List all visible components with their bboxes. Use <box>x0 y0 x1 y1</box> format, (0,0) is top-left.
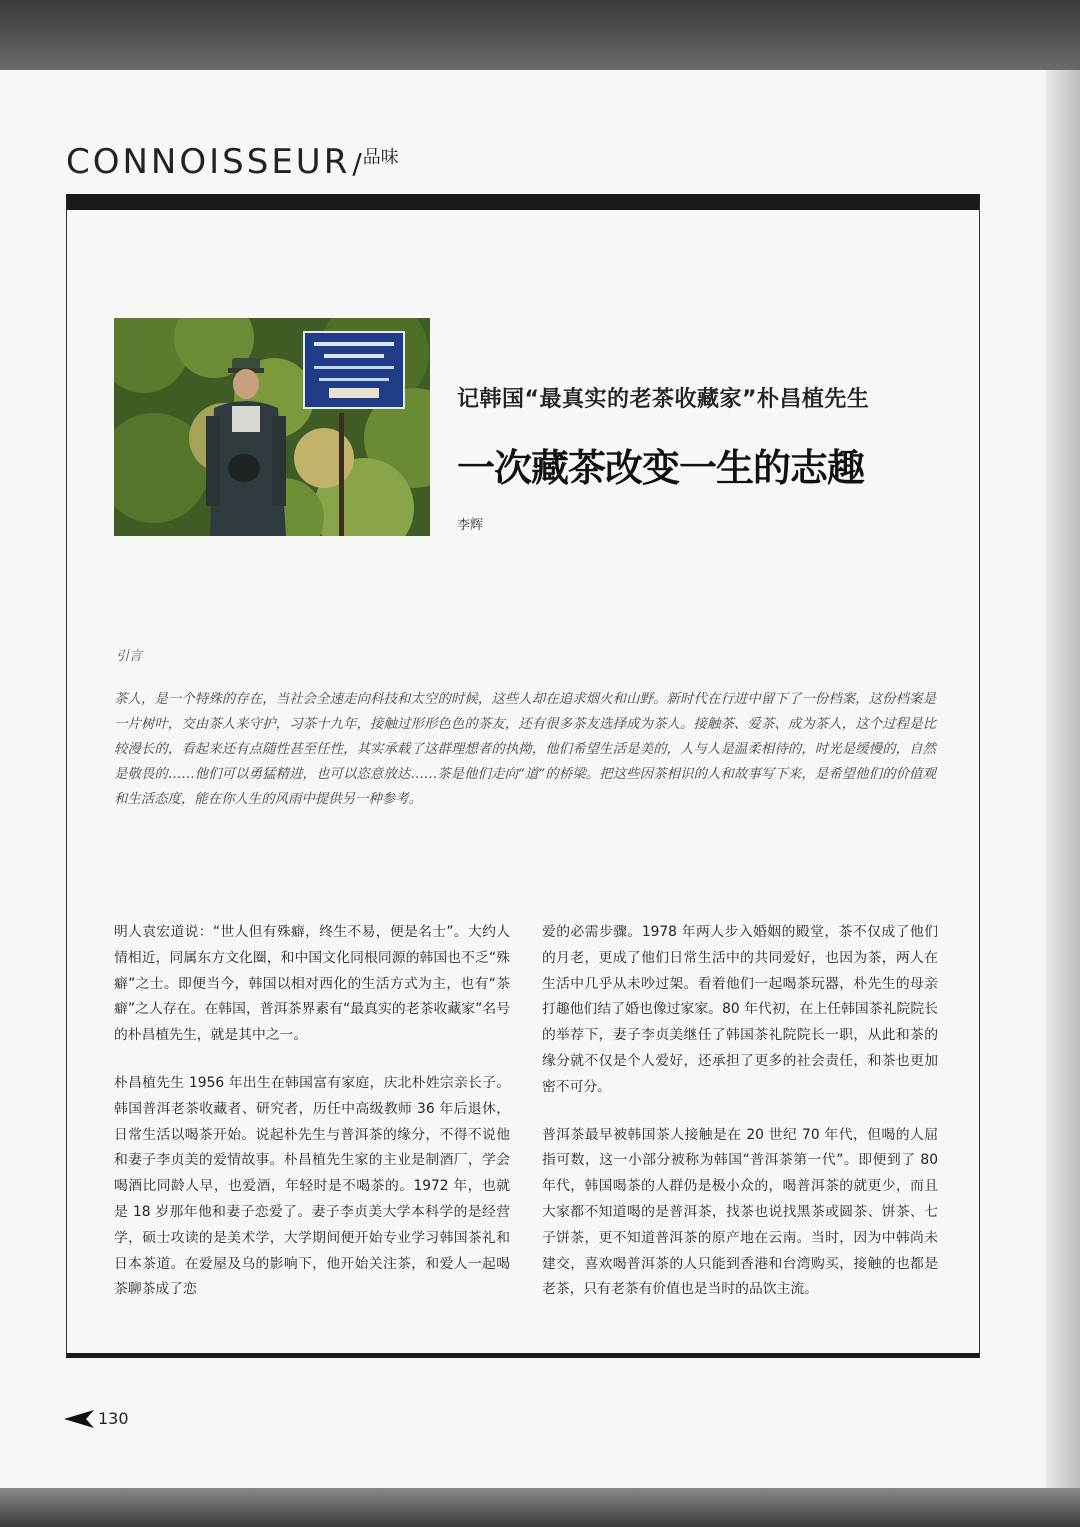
intro-text: 茶人，是一个特殊的存在，当社会全速走向科技和太空的时候，这些人却在追求烟火和山野。新时代在行进中留下了一份档案，这份档案是一片树叶，交由茶人来守护，习茶十九年，接触过形形色色的茶友，还有很多茶友选择成为茶人。接触茶、爱茶、成为茶人，这个过程是比较漫长的，看起来还有点随性甚至任性，其实承载了这群理想者的执拗，他们希望生活是美的，人与人是温柔相待的，时光是缓慢的，自然是敬畏的……他们可以勇猛精进，也可以恣意放达……茶是他们走向“道”的桥梁。把这些因茶相识的人和故事写下来，是希望他们的价值观和生活态度，能在你人生的风雨中提供另一种参考。 <box>114 692 936 807</box>
photo-man-with-sign <box>114 318 430 536</box>
body-paragraph: 明人袁宏道说：“世人但有殊癖，终生不易，便是名士”。大约人情相近，同属东方文化圈，和中国文化同根同源的韩国也不乏“殊癖”之士。即便当今，韩国以相对西化的生活方式为主，也有“茶癖”之人存在。在韩国，普洱茶界素有“最真实的老茶收藏家”名号的朴昌植先生，就是其中之一。 <box>114 924 510 1044</box>
body-paragraph: 普洱茶最早被韩国茶人接触是在 20 世纪 70 年代，但喝的人屈指可数，这一小部分被称为韩国“普洱茶第一代”。即便到了 80 年代，韩国喝茶的人群仍是极小众的，喝普洱茶的就更少，而且大家都不知道喝的是普洱茶，找茶也说找黑茶或圆茶、饼茶、七子饼茶，更不知道普洱茶的原产地在云南。当时，因为中韩尚未建交，喜欢喝普洱茶的人只能到香港和台湾购买，接触的也都是老茶，只有老茶有价值也是当时的品饮主流。 <box>542 1126 938 1298</box>
body-column-left <box>114 920 510 1325</box>
body-paragraph: 朴昌植先生 1956 年出生在韩国富有家庭，庆北朴姓宗亲长子。韩国普洱老茶收藏者、研究者，历任中高级教师 36 年后退休，日常生活以喝茶开始。说起朴先生与普洱茶的缘分，不得不说他和妻子李贞美的爱情故事。朴昌植先生家的主业是制酒厂，学会喝酒比同龄人早，也爱酒，年轻时是不喝茶的。1972 年，也就是 18 岁那年他和妻子恋爱了。妻子李贞美大学本科学的是经营学，硕士攻读的是美术学，大学期间便开始专业学习韩国茶礼和日本茶道。在爱屋及乌的影响下，他开始关注茶，和爱人一起喝茶聊茶成了恋 <box>114 1074 510 1298</box>
section-header <box>66 142 399 186</box>
article-subtitle: 记韩国“最真实的老茶收藏家”朴昌植先生 <box>457 387 870 412</box>
body-column-right <box>542 920 938 1325</box>
scan-top-edge <box>0 0 1080 70</box>
page-number-footer <box>64 1408 129 1432</box>
page-number: 130 <box>98 1409 129 1428</box>
article-author: 李辉 <box>457 518 484 533</box>
section-name-cn: 品味 <box>362 147 399 168</box>
section-name-en: CONNOISSEUR <box>66 142 351 182</box>
scan-bottom-edge <box>0 1488 1080 1527</box>
arrow-left-icon <box>64 1410 94 1428</box>
article-photo <box>114 318 430 536</box>
article-title: 一次藏茶改变一生的志趣 <box>457 446 865 490</box>
body-paragraph: 爱的必需步骤。1978 年两人步入婚姻的殿堂，茶不仅成了他们的月老，更成了他们日常生活中的共同爱好，也因为茶，两人在生活中几乎从未吵过架。看着他们一起喝茶玩器，朴先生的母亲打趣他们结了婚也像过家家。80 年代初，在上任韩国茶礼院院长的举荐下，妻子李贞美继任了韩国茶礼院院长一职，从此和茶的缘分就不仅是个人爱好，还承担了更多的社会责任，和茶也更加密不可分。 <box>542 924 938 1095</box>
section-slash: / <box>352 147 362 180</box>
intro-label: 引言 <box>116 649 143 664</box>
page-right-edge <box>1046 70 1080 1488</box>
